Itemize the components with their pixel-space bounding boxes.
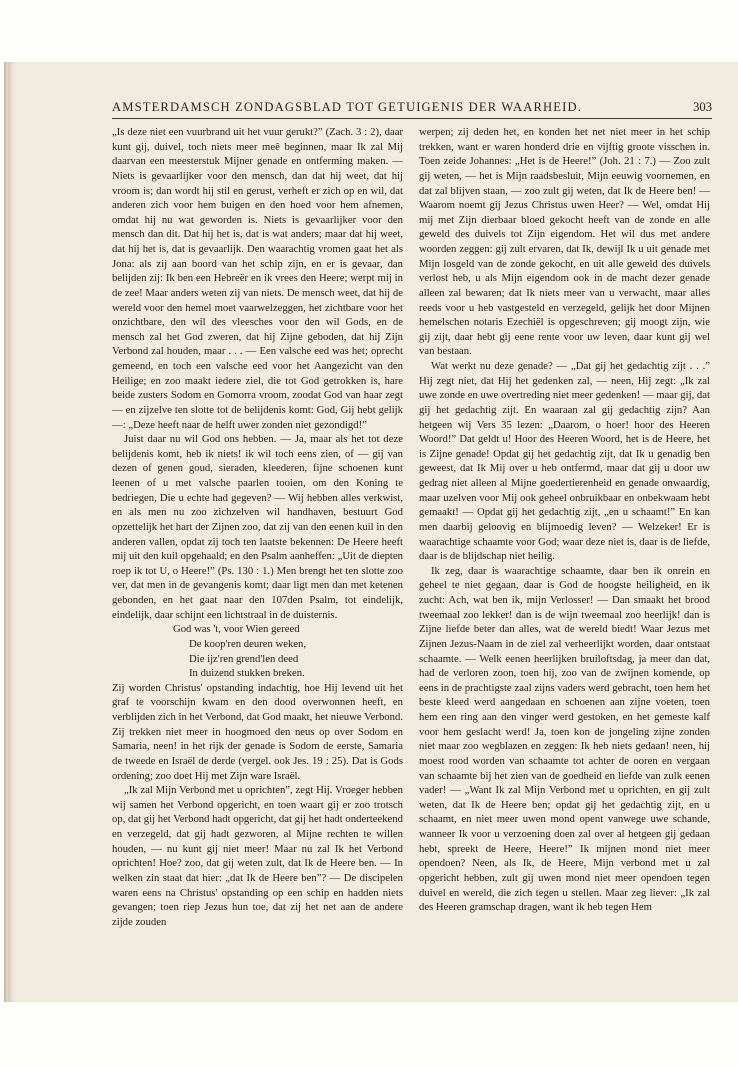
paragraph: „Is deze niet een vuurbrand uit het vuur gerukt?” (Zach. 3 : 2), daar kunt gij, duivel, toch niets meer meê beginnen, maar Ik zal Mij daarvan een meesterstuk Mijner genade en ontferming maken. — Niets is gevaarlijker voor den mensch, dan dat hij weet, dat hij vroom is; dan wordt hij stil en gerust, verheft er zich op en wil, dat anderen zich voor hem buigen en den hoed voor hem afnemen, omdat hij nu wat geworden is. Niets is gevaarlijker voor den mensch dan dit. Dat hij het is, dat is wat anders; maar dat hij weet, dat hij het is, dat is gevaarlijk. Den waarachtig vromen gaat het als Jona: als zij aan boord van het schip zijn, en er is gevaar, dan belijden zij: Ik ben een Hebreër en ik vrees den Heere; werpt mij in de zee! Maar anders weten zij van niets. De mensch weet, dat hij de wereld voor den hemel moet vaarwelzeggen, het zichtbare voor het onzichtbare, den wil des vleesches voor den wil Gods, en de mensch zal het God zweren, dat hij Zijne geboden, dat hij Zijn Verbond zal houden, maar . . . — Een valsche eed was het; oprecht gemeend, en toch een valsche eed voor het Aangezicht van den Heilige; en zoo maakt iedere ziel, die tot God getrokken is, hare beide zusters Sodom en Gomorra vroom, zoodat God van haar zegt — en zijzelve ten slotte tot de belijdenis komt: God, Gij hebt gelijk —: „Deze heeft naar de helft uwer zonden niet gezondigd!” <box>112 126 403 431</box>
page-number: 303 <box>693 100 712 114</box>
paragraph: Wat werkt nu deze genade? — „Dat gij het gedachtig zijt . . .” Hij zegt niet, dat Hij het gedenken zal, — neen, Hij zegt: „Ik zal uwe zonde en uwe overtreding niet meer gedenken! — maar gij, dat gij het gedachtig zijt. En waaraan zal gij gedachtig zijn? Aan hetgeen wij Vers 35 lezen: „Daarom, o hoer! hoor des Heeren Woord!” Dat geldt u! Hoor des Heeren Woord, het is de Heere, het is Zijne genade! Opdat gij het gedachtig zijt, dat Ik u genadig ben geweest, dat Ik Mij over u heb ontfermd, maar dat gij u door uw gedrag niet alleen al Mijne goedertierenheid en genade onwaardig, maar uzelven voor Mij ook geheel onbruikbaar en onbekwaam hebt gemaakt! — Opdat gij het gedachtig zijt, „en u schaamt!” En kan men daarbij geloovig en blijmoedig leven? — Welzeker! Er is waarachtige schaamte voor God; waar deze niet is, daar is de liefde, daar is de blijdschap niet heilig. <box>419 360 710 563</box>
poem-line: De koop'ren deuren weken, <box>189 637 307 650</box>
paragraph: Zij worden Christus' opstanding indachtig, hoe Hij levend uit het graf te voorschijn kwam en den dood overwonnen heeft, en verblijden zich in het Verbond, dat God maakt, het nieuwe Verbond. Zij trekken niet meer in hoogmoed den neus op over Sodom en Samaria, neen! in het rijk der genade is Sodom de eerste, Samaria de tweede en Israël de derde (vergel. ook Jes. 19 : 25). Dat is Gods ordening; zoo doet Hij met Zijn ware Israël. <box>112 681 403 782</box>
page-header <box>112 100 712 116</box>
running-title: AMSTERDAMSCH ZONDAGSBLAD TOT GETUIGENIS DER WAARHEID. <box>112 100 583 114</box>
paragraph: Juist daar nu wil God ons hebben. — Ja, maar als het tot deze belijdenis komt, heb ik niets! ik wil toch eens zien, of — gij van dezen of genen goud, sieraden, kleederen, fijne schoenen kunt leenen of u met valsche paarlen tooien, om den Koning te bedriegen, Die u echte had gegeven? — Wij hebben alles verkwist, en als men nu zoo zichzelven wil handhaven, bestuurt God opzettelijk het hart der Zijnen zoo, dat zij van den eenen kuil in den anderen vallen, opdat zij toch ten laatste bekennen: De Heere heeft mij uit den kuil opgehaald; en den Psalm aanheffen: „Uit de diepten roep ik tot U, o Heere!” (Ps. 130 : 1.) Men brengt het ten slotte zoo ver, dat men in de gevangenis komt; daar ligt men dan met ketenen gebonden, en het gaat naar den 107den Psalm, tot eindelijk, eindelijk, daar schijnt een lichtstraal in de duisternis. <box>112 433 403 621</box>
paragraph: Ik zeg, daar is waarachtige schaamte, daar ben ik onrein en geheel te niet gegaan, daar is God de hoogste heiligheid, en ik zucht: Ach, wat ben ik, mijn Verlosser! — Dan smaakt het brood tweemaal zoo lekker! dan is de wijn tweemaal zoo heerlijk! dan is Zijne liefde beter dan alles, wat de wereld biedt! Waar Jezus met Zijnen Jezus-Naam in de ziel zal verheerlijkt worden, daar ontstaat schaamte. — Welk eenen heerlijken bruiloftsdag, ja meer dan dat, had de verloren zoon, toen hij, zoo van de zwijnen komende, op eens in de prachtigste zaal zijns vaders werd gebracht, toen hem het beste kleed werd aangedaan en schoenen aan zijne voeten, toen hem een ring aan den vinger werd gestoken, en het gemeste kalf voor hem geslacht werd! Ja, toen kon de jongeling zijne zonden niet maar zoo wegblazen en zeggen: Ik heb niets gedaan! neen, hij moest rood worden van schaamte tot achter de ooren en vergaan van schaamte bij het zien van de goedheid en liefde van zulk eenen vader! — „Want Ik zal Mijn Verbond met u oprichten, en gij zult weten, dat Ik de Heere ben; opdat gij het gedachtig zijt, en u schaamt, en niet meer uwen mond opent vanwege uwe schande, wanneer Ik voor u verzoening doen zal over al hetgeen gij gedaan hebt, spreekt de Heere, Heere!” Ik mijnen mond niet meer opendoen? Neen, als Ik, de Heere, Mijn verbond met u zal opgericht hebben, zult gij uwen mond niet meer opendoen tegen duivel en wereld, die zich tegen u stellen. Maar zeg liever: „Ik zal des Heeren gramschap dragen, want ik heb tegen Hem <box>419 564 710 914</box>
paragraph: „Ik zal Mijn Verbond met u oprichten”, zegt Hij. Vroeger hebben wij samen het Verbond opgericht, en toen waart gij er zoo trotsch op, dat gij het Verbond hadt opgericht, dat gij het hadt onderteekend en verzegeld, dat gij hadt gezworen, al Mijne rechten te willen houden, — nu kunt gij niet meer! Maar nu zal Ik het Verbond oprichten! Hoe? zoo, dat gij weten zult, dat Ik de Heere ben. — In welken zin staat dat hier: „dat Ik de Heere ben”? — De discipelen waren eens na Christus' opstanding op een schip en hadden niets gevangen; toen riep Jezus hun toe, dat zij het net aan de andere zijde zouden <box>112 784 403 928</box>
poem-line: Die ijz'ren grend'len deed <box>189 652 299 665</box>
right-column <box>419 125 710 985</box>
header-rule <box>112 118 712 119</box>
poem-line: In duizend stukken breken. <box>189 667 305 680</box>
poem-stanza <box>173 622 403 681</box>
paragraph: werpen; zij deden het, en konden het net niet meer in het schip trekken, want er waren honderd drie en vijftig groote visschen in. Toen zeide Johannes: „Het is de Heere!” (Joh. 21 : 7.) — Zoo zult gij weten, — het is Mijn raadsbesluit, Mijn eeuwig voornemen, en dat zal blijven staan, — zoo zult gij weten, dat Ik de Heere ben! — Waarom noemt gij Jezus Christus uwen Heer? — Wel, omdat Hij mij met Zijn dierbaar bloed gekocht heeft van de zonde en alle geweld des duivels tot Zijn eigendom. Het wil dus met andere woorden zeggen: gij zult ervaren, dat Ik, dewijl Ik u uit genade met Mijn losgeld van de zonde gekocht, en uit alle geweld des duivels verlost heb, u als Mijn eigendom ook in de macht dezer genade alleen zal bewaren; dat Ik niets meer van u verwacht, maar alles reeds voor u heb vastgesteld en verzegeld, gelijk het door Mijnen hemelschen notaris Ezechiël is opgeschreven; gij moogt zijn, wie gij zijt, daar hebt gij eene rente voor uw leven, daar kunt gij wel van bestaan. <box>419 126 710 358</box>
left-column <box>112 125 403 985</box>
poem-line: God was 't, voor Wien gereed <box>173 623 300 636</box>
